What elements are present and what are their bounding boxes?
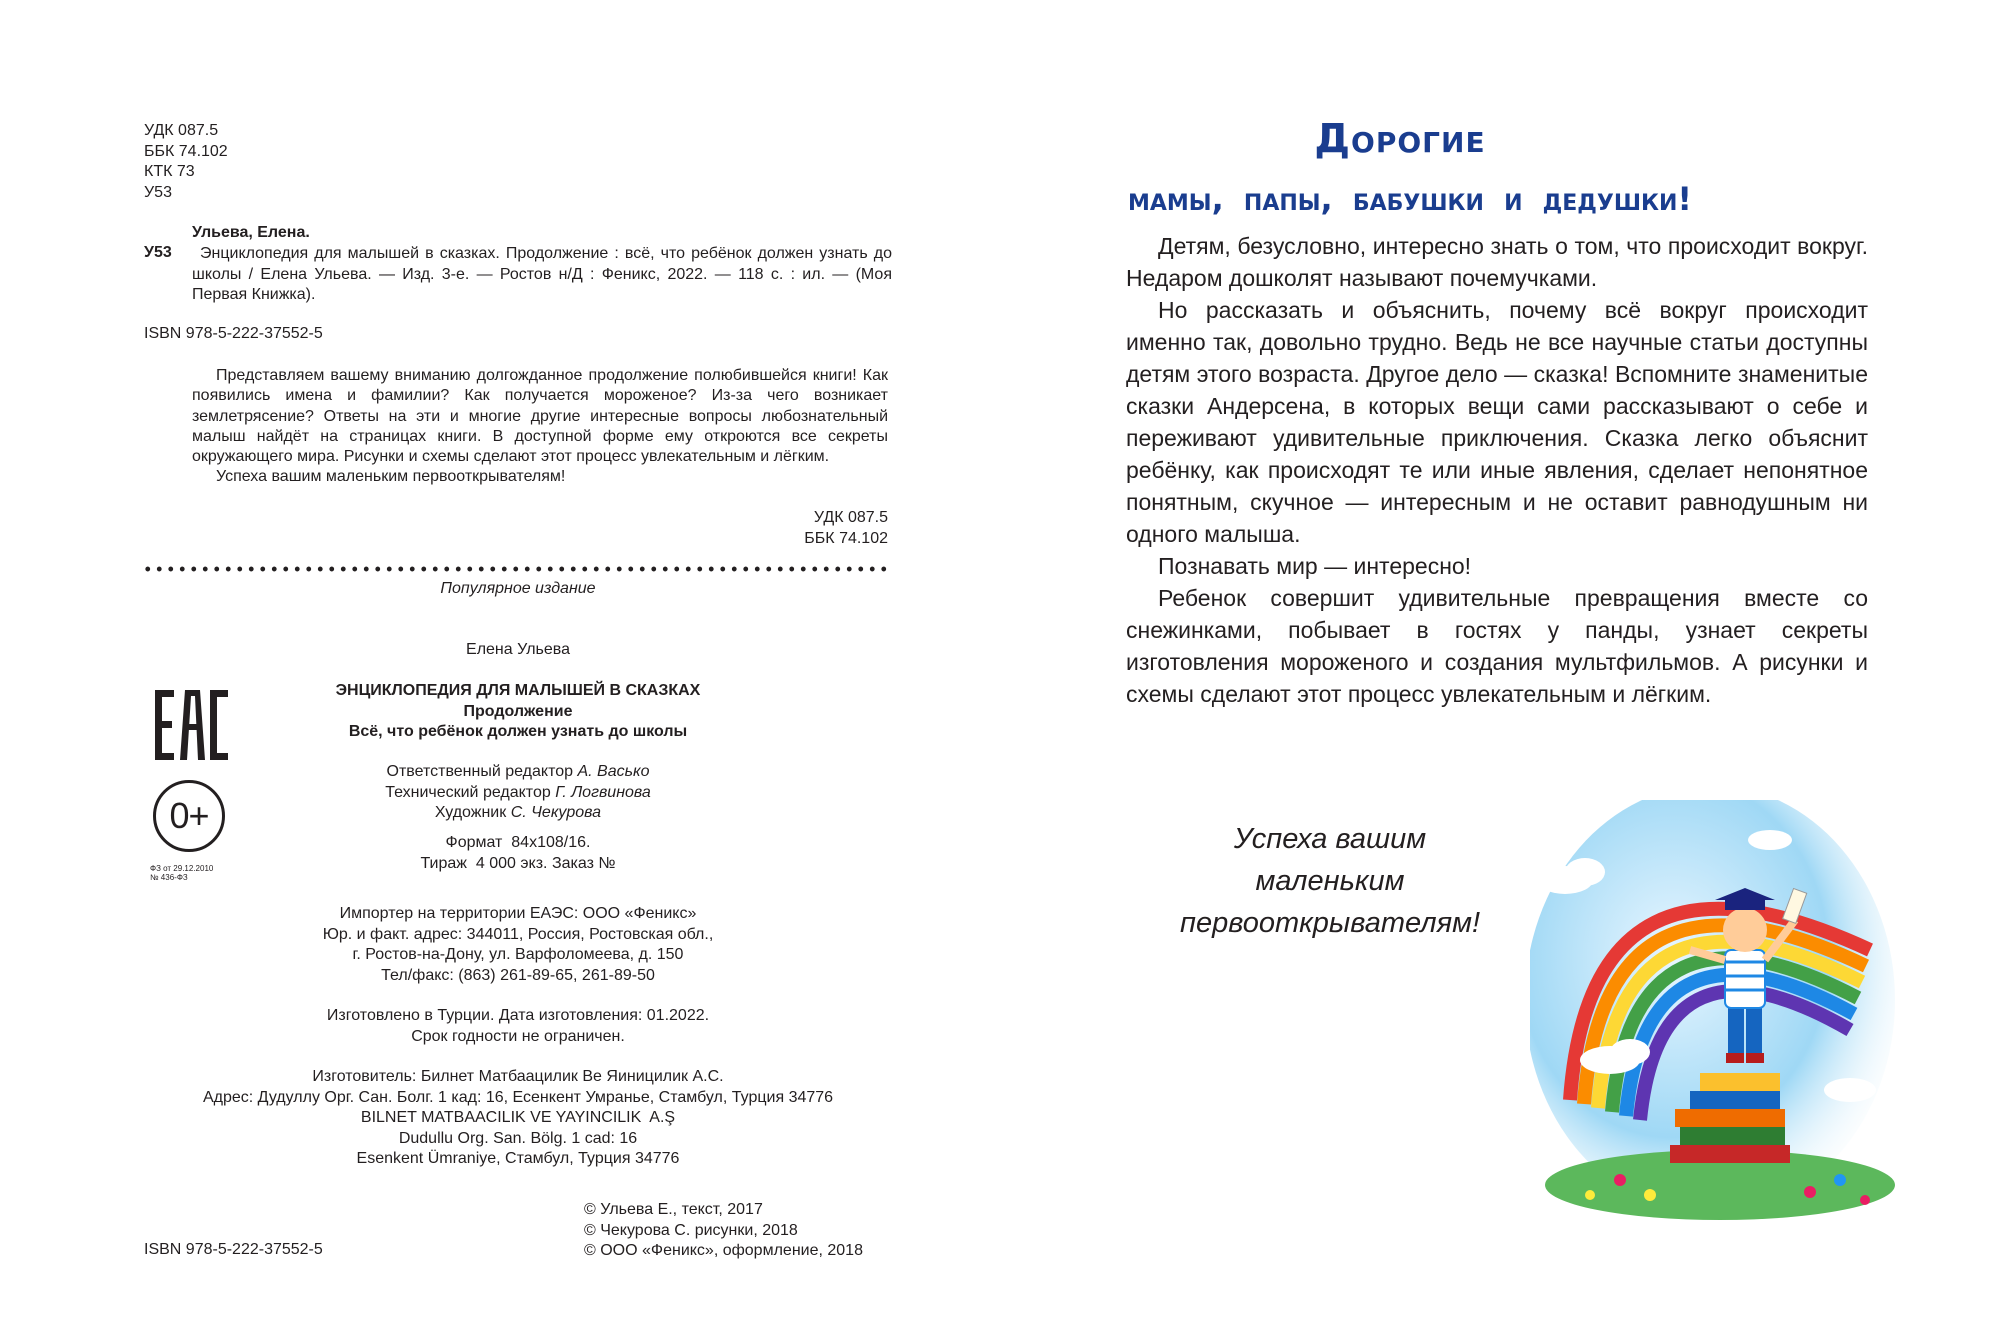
udk-code: УДК 087.5 — [813, 509, 888, 526]
manufacturer-info — [200, 1067, 836, 1170]
heading-line-1: Дорогие — [1314, 116, 1486, 162]
bbk-code: ББК 74.102 — [144, 142, 228, 160]
staff-name: С. Чекурова — [510, 804, 602, 821]
maker-line: Dudullu Org. San. Bölg. 1 cad: 16 — [398, 1129, 638, 1147]
maker-line: Адрес: Дудуллу Орг. Сан. Болг. 1 кад: 16, Есенкент Умранье, Стамбул, Турция 34776 — [202, 1088, 834, 1106]
author-name: Елена Ульева — [466, 641, 570, 658]
bibliography-code: У53 — [144, 244, 172, 261]
law-note-line: ФЗ от 29.12.2010 — [150, 864, 214, 873]
heading-line-2: мамы, папы, бабушки и дедушки! — [1128, 180, 1692, 218]
title-line: Всё, что ребёнок должен узнать до школы — [348, 723, 688, 740]
maker-line: Изготовитель: Билнет Матбаацилик Ве Яиницилик А.С. — [312, 1068, 724, 1085]
age-law-note — [150, 864, 213, 882]
age-rating-badge: 0+ — [153, 780, 225, 852]
letter-body — [1126, 230, 1868, 710]
annotation — [192, 366, 888, 488]
copyright-line: © ООО «Феникс», оформление, 2018 — [584, 1242, 863, 1259]
letter-paragraph: Но рассказать и объяснить, почему всё вокруг происходит именно так, довольно трудно. Ведь не все научные статьи доступны детям этого возраста. Другое дело — сказка! Вспомните знаменитые сказки Андерсена, в которых вещи сами рассказывают о себе и переживают удивительные приключения. Сказка легко объяснит ребёнку, как происходят те или иные явления, сделает непонятное понятным, скучное — интересным и не оставит равнодушным ни одного малыша. — [1126, 297, 1868, 547]
copyright-line: © Чекурова С. рисунки, 2018 — [584, 1221, 798, 1239]
title-line: Продолжение — [463, 702, 573, 720]
dotted-divider — [142, 566, 890, 572]
title-line: ЭНЦИКЛОПЕДИЯ ДЛЯ МАЛЫШЕЙ В СКАЗКАХ — [335, 682, 701, 699]
maker-line: BILNET MATBAACILIK VE YAYINCILIK A.Ş — [360, 1109, 676, 1126]
staff-role: Художник — [434, 804, 507, 821]
wish-text — [1160, 818, 1500, 944]
eac-mark-icon — [153, 688, 229, 762]
annotation-paragraph: Представляем вашему вниманию долгожданное продолжение полюбившейся книги! Как появились имена и фамилии? Как получается мороженое? Из-за чего возникает землетрясение? Ответы на эти и многие другие интересные вопросы любознательный малыш найдёт на страницах книги. В доступной форме ему откроются все секреты окружающего мира. Рисунки и схемы сделают этот процесс увлекательным и лёгким. — [192, 367, 888, 466]
wish-line: Успеха вашим — [1233, 823, 1427, 855]
importer-line: Тел/факс: (863) 261-89-65, 261-89-50 — [381, 966, 655, 984]
maker-line: Esenkent Ümraniye, Стамбул, Турция 34776 — [356, 1150, 680, 1167]
editorial-staff — [200, 762, 836, 824]
made-line: Изготовлено в Турции. Дата изготовления: 01.2022. — [326, 1007, 710, 1024]
staff-name: А. Васько — [577, 763, 650, 780]
staff-name: Г. Логвинова — [555, 783, 651, 801]
bbk-code: ББК 74.102 — [804, 529, 888, 547]
wish-line: первооткрывателям! — [1179, 907, 1481, 939]
law-note-line: № 436-ФЗ — [150, 873, 188, 882]
staff-role: Ответственный редактор — [386, 763, 574, 780]
staff-line — [200, 783, 836, 804]
book-title — [200, 681, 836, 743]
bibliography-description: Энциклопедия для малышей в сказках. Продолжение : всё, что ребёнок должен узнать до школы / Елена Ульева. — Изд. 3-е. — Ростов н/Д : Феникс, 2022. — 118 с. : ил. — (Моя Первая Книжка). — [192, 245, 892, 303]
staff-line — [200, 762, 836, 783]
letter-paragraph: Познавать мир — интересно! — [1158, 553, 1472, 579]
right-page — [1000, 0, 2000, 1333]
staff-line — [200, 803, 836, 824]
copyright-block — [584, 1200, 863, 1262]
rainbow-child-illustration — [1530, 800, 1900, 1220]
print-format — [200, 833, 836, 874]
made-line: Срок годности не ограничен. — [411, 1027, 625, 1045]
isbn-bottom: ISBN 978-5-222-37552-5 — [144, 1241, 323, 1258]
print-run-line: Тираж 4 000 экз. Заказ № — [420, 854, 616, 872]
wish-line: маленьким — [1255, 865, 1405, 897]
classification-codes — [144, 121, 228, 203]
annotation-paragraph: Успеха вашим маленьким первооткрывателям! — [216, 468, 566, 486]
importer-info — [200, 904, 836, 986]
manufacture-info — [200, 1006, 836, 1047]
letter-paragraph: Ребенок совершит удивительные превращения вместе со снежинками, побывает в гостях у панды, узнает секреты изготовления мороженого и создания мультфильмов. А рисунки и схемы сделают этот процесс увлекательным и лёгким. — [1126, 585, 1868, 707]
bibliography-author: Ульева, Елена. — [192, 224, 310, 241]
ktk-code: КТК 73 — [144, 163, 195, 180]
importer-line: г. Ростов-на-Дону, ул. Варфоломеева, д. 150 — [352, 946, 684, 963]
edition-type: Популярное издание — [440, 580, 596, 597]
letter-paragraph: Детям, безусловно, интересно знать о том, что происходит вокруг. Недаром дошколят называют почемучками. — [1126, 233, 1868, 291]
classification-codes-right — [700, 508, 888, 549]
importer-line: Импортер на территории ЕАЭС: ООО «Феникс» — [339, 905, 697, 922]
copyright-line: © Ульева Е., текст, 2017 — [584, 1201, 763, 1218]
isbn-top: ISBN 978-5-222-37552-5 — [144, 325, 323, 342]
importer-line: Юр. и факт. адрес: 344011, Россия, Ростовская обл., — [322, 925, 714, 943]
format-line: Формат 84х108/16. — [445, 834, 591, 851]
udk-code: УДК 087.5 — [144, 122, 219, 139]
staff-role: Технический редактор — [385, 783, 551, 801]
author-code: У53 — [144, 183, 172, 201]
